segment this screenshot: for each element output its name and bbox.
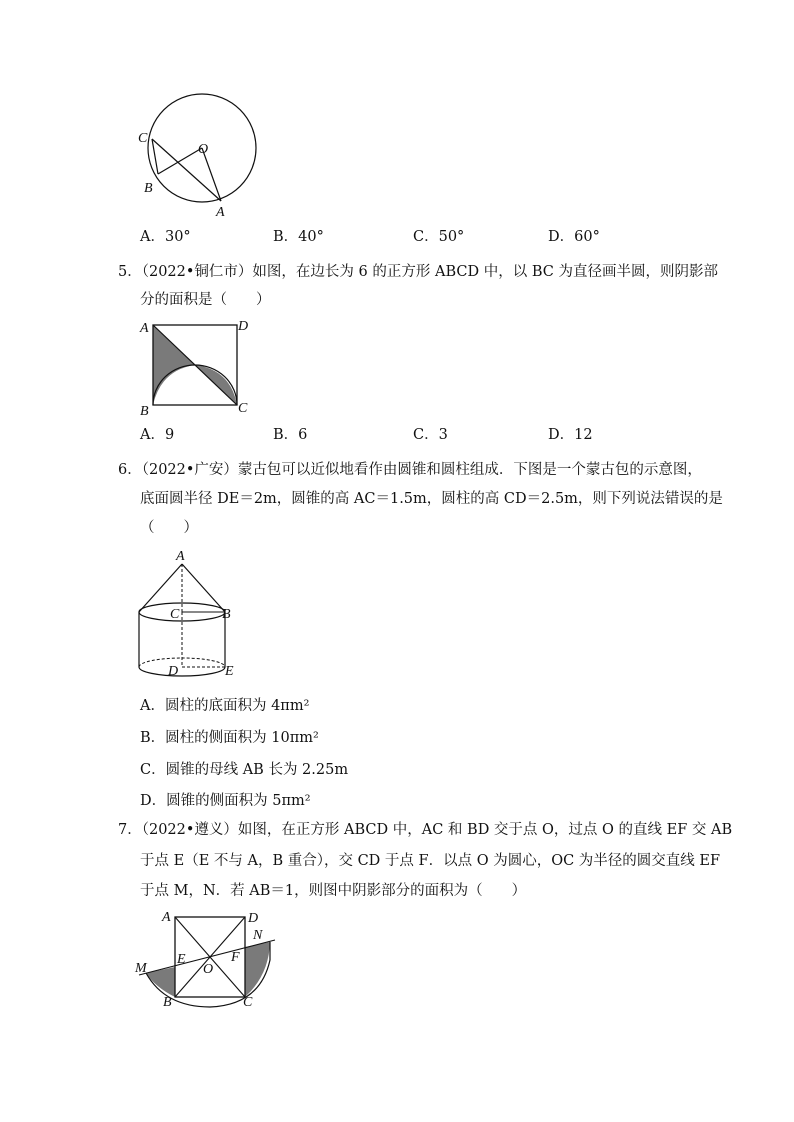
q4-segment-CA: [152, 139, 221, 201]
q6-label-A: A: [176, 549, 185, 564]
q6-label-E: E: [225, 664, 234, 679]
q7-label-B: B: [163, 995, 172, 1010]
q5-label-A: A: [140, 321, 149, 336]
q4-option-b: B．40°: [273, 229, 324, 245]
q7-shaded-right: [245, 942, 270, 997]
q5-label-B: B: [140, 404, 149, 419]
q6-label-D: D: [168, 664, 179, 679]
q5-label-D: D: [238, 319, 249, 334]
q7-label-N: N: [253, 928, 263, 943]
q4-label-O: O: [198, 142, 209, 157]
q7-stem-line2: 于点 E（E 不与 A，B 重合），交 CD 于点 F．以点 O 为圆心，OC 为半径的圆交直线 EF: [140, 853, 721, 869]
q6-stem-line3: （ ）: [140, 520, 198, 536]
q6-yurt-figure: [130, 548, 250, 683]
q4-segment-BO: [158, 148, 202, 174]
q7-stem-line1: 7．（2022•遵义）如图，在正方形 ABCD 中，AC 和 BD 交于点 O，过点 O 的直线 EF 交 AB: [118, 822, 733, 838]
q7-label-F: F: [231, 950, 240, 965]
q4-label-B: B: [144, 181, 153, 196]
q6-label-B: B: [222, 607, 231, 622]
q6-label-C: C: [170, 607, 180, 622]
q6-bottom-ellipse-front: [139, 667, 225, 676]
q6-cone-left: [139, 564, 182, 612]
q6-cone-right: [182, 564, 225, 612]
q5-square-figure: [135, 315, 255, 420]
q5-label-C: C: [238, 401, 248, 416]
q6-option-a: A．圆柱的底面积为 4πm²: [140, 698, 310, 714]
q4-option-c: C．50°: [413, 229, 465, 245]
q7-square-circle-figure: [135, 905, 285, 1010]
q7-label-D: D: [248, 911, 259, 926]
q6-option-d: D．圆锥的侧面积为 5πm²: [140, 793, 311, 809]
q7-label-M: M: [135, 961, 147, 976]
q6-option-b: B．圆柱的侧面积为 10πm²: [140, 730, 319, 746]
q7-stem-line3: 于点 M，N．若 AB＝1，则图中阴影部分的面积为（ ）: [140, 883, 527, 899]
q5-option-b: B．6: [273, 427, 308, 443]
q7-label-E: E: [177, 952, 186, 967]
q5-stem-line1: 5．（2022•铜仁市）如图，在边长为 6 的正方形 ABCD 中，以 BC 为直径画半圆，则阴影部: [118, 264, 718, 280]
q4-label-C: C: [138, 131, 148, 146]
q5-stem-line2: 分的面积是（ ）: [140, 292, 271, 308]
q4-circle-figure: [130, 90, 290, 220]
q7-label-C: C: [243, 995, 253, 1010]
q7-shaded-left: [146, 967, 175, 997]
q7-label-O: O: [203, 962, 214, 977]
q5-option-a: A．9: [140, 427, 175, 443]
q6-stem-line2: 底面圆半径 DE＝2m，圆锥的高 AC＝1.5m，圆柱的高 CD＝2.5m，则下列说法错误的是: [140, 491, 723, 507]
q5-option-c: C．3: [413, 427, 448, 443]
q6-option-c: C．圆锥的母线 AB 长为 2.25m: [140, 762, 349, 778]
q4-label-A: A: [216, 205, 225, 220]
q7-label-A: A: [162, 910, 171, 925]
q5-option-d: D．12: [548, 427, 593, 443]
q6-stem-line1: 6．（2022•广安）蒙古包可以近似地看作由圆锥和圆柱组成．下图是一个蒙古包的示意图，: [118, 462, 702, 478]
q4-option-a: A．30°: [140, 229, 191, 245]
q4-option-d: D．60°: [548, 229, 600, 245]
